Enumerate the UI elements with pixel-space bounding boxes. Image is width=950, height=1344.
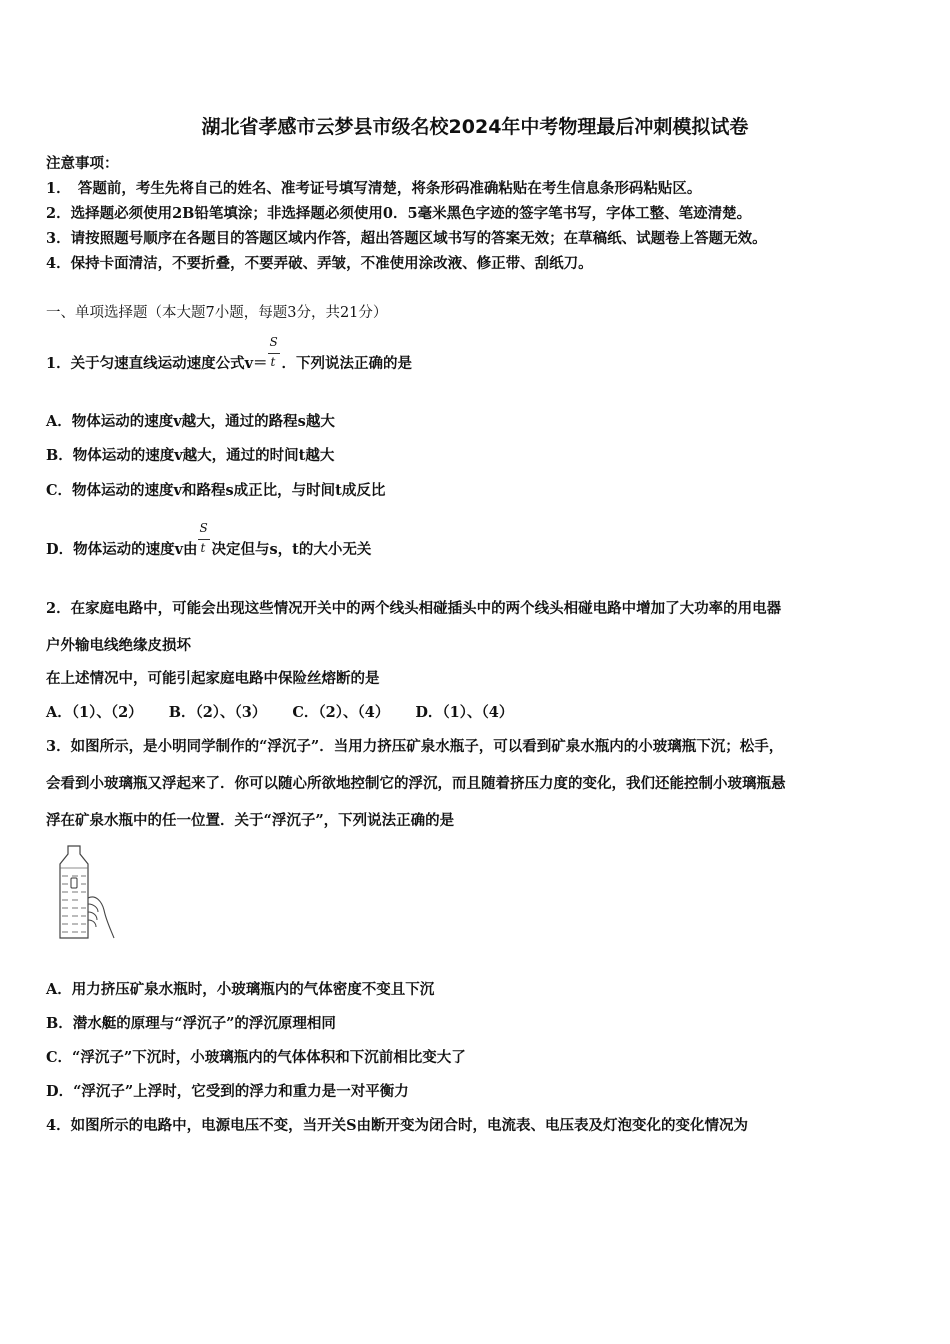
notice-item: 4．保持卡面清洁，不要折叠，不要弄破、弄皱，不准使用涂改液、修正带、刮纸刀。	[46, 255, 593, 272]
stem-text: 1．关于匀速直线运动速度公式v＝	[46, 355, 268, 372]
option-d: D．“浮沉子”上浮时，它受到的浮力和重力是一对平衡力	[46, 1083, 409, 1100]
option-c: C．“浮沉子”下沉时，小玻璃瓶内的气体体积和下沉前相比变大了	[46, 1049, 466, 1066]
section-heading: 一、单项选择题（本大题7小题，每题3分，共21分）	[46, 305, 388, 321]
question-3-stem: 3．如图所示，是小明同学制作的“浮沉子”．当用力挤压矿泉水瓶子，可以看到矿泉水瓶内的小玻璃瓶下沉；松手，	[46, 738, 784, 755]
notice-item: 2．选择题必须使用2B铅笔填涂；非选择题必须使用0．5毫米黑色字迹的签字笔书写，字体工整、笔迹清楚。	[46, 205, 752, 222]
option-b: B．（2）、（3）	[168, 704, 267, 721]
formula-fraction	[268, 335, 282, 371]
question-1-stem	[46, 335, 413, 373]
option-a: A．（1）、（2）	[46, 704, 143, 721]
question-3-stem: 浮在矿泉水瓶中的任一位置．关于“浮沉子”，下列说法正确的是	[46, 812, 455, 829]
option-c: C．物体运动的速度v和路程s成正比，与时间t成反比	[46, 482, 386, 499]
question-2-stem: 户外输电线绝缘皮损坏	[46, 637, 191, 654]
fraction-denominator: t	[200, 541, 206, 555]
fraction-denominator: t	[270, 355, 276, 369]
fraction-numerator: S	[199, 521, 208, 535]
option-a: A．用力挤压矿泉水瓶时，小玻璃瓶内的气体密度不变且下沉	[46, 981, 435, 998]
option-b: B．潜水艇的原理与“浮沉子”的浮沉原理相同	[46, 1015, 336, 1032]
option-a: A．物体运动的速度v越大，通过的路程s越大	[46, 413, 335, 430]
option-d: D．（1）、（4）	[415, 704, 514, 721]
option-b: B．物体运动的速度v越大，通过的时间t越大	[46, 447, 335, 464]
stem-text: ．下列说法正确的是	[281, 355, 413, 372]
question-2-options	[46, 701, 539, 722]
option-d	[46, 521, 372, 559]
option-text: 决定但与s，t的大小无关	[211, 541, 372, 558]
notice-heading: 注意事项：	[46, 155, 119, 172]
question-3-stem: 会看到小玻璃瓶又浮起来了．你可以随心所欲地控制它的浮沉，而且随着挤压力度的变化，我们还能控制小玻璃瓶悬	[46, 775, 786, 792]
question-2-stem: 在上述情况中，可能引起家庭电路中保险丝熔断的是	[46, 670, 380, 687]
page-title: 湖北省孝感市云梦县市级名校2024年中考物理最后冲刺模拟试卷	[201, 116, 749, 138]
question-4-stem: 4．如图所示的电路中，电源电压不变，当开关S由断开变为闭合时，电流表、电压表及灯泡变化的变化情况为	[46, 1117, 749, 1134]
option-text: D．物体运动的速度v由	[46, 541, 198, 558]
notice-item: 3．请按照题号顺序在各题目的答题区域内作答，超出答题区域书写的答案无效；在草稿纸、试题卷上答题无效。	[46, 230, 767, 247]
formula-fraction	[198, 521, 212, 557]
cartesian-diver-figure	[54, 842, 124, 942]
question-2-stem: 2．在家庭电路中，可能会出现这些情况开关中的两个线头相碰插头中的两个线头相碰电路中增加了大功率的用电器	[46, 600, 782, 617]
notice-item: 1． 答题前，考生先将自己的姓名、准考证号填写清楚，将条形码准确粘贴在考生信息条形码粘贴区。	[46, 180, 702, 197]
fraction-numerator: S	[269, 335, 278, 349]
option-c: C．（2）、（4）	[292, 704, 390, 721]
